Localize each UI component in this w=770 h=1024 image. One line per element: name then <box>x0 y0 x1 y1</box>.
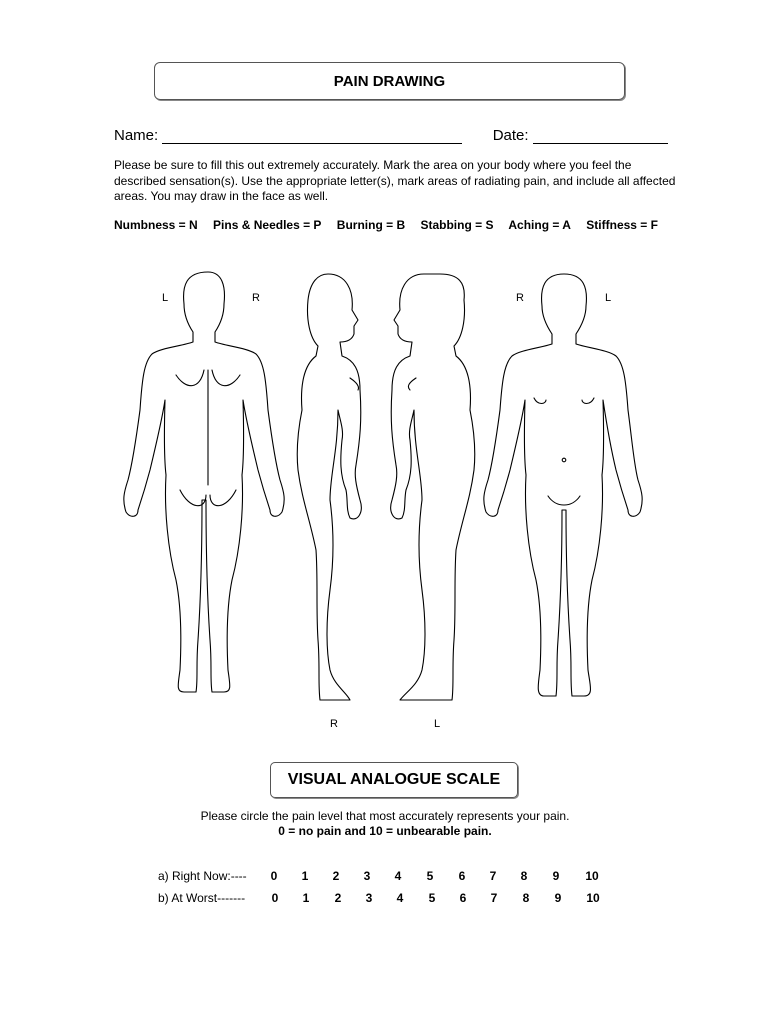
vas-value-1[interactable]: 1 <box>301 869 309 883</box>
vas-row-label: b) At Worst------- <box>158 891 246 905</box>
name-label: Name: <box>114 127 159 144</box>
vas-row-label: a) Right Now:---- <box>158 869 247 883</box>
sensation-legend <box>114 218 670 232</box>
vas-value-2[interactable]: 2 <box>332 869 340 883</box>
vas-value-8[interactable]: 8 <box>522 891 530 905</box>
vas-instruction-line-2: 0 = no pain and 10 = unbearable pain. <box>278 824 492 838</box>
vas-title: VISUAL ANALOGUE SCALE <box>270 762 518 798</box>
instructions-text: Please be sure to fill this out extremely accurately. Mark the area on your body where you feel the described sensation(s). Use the appropriate letter(s), mark areas of radiating pain, and include all affected areas. You may draw in the face as well. <box>114 158 676 203</box>
vas-value-6[interactable]: 6 <box>458 869 466 883</box>
side-view-left-label: L <box>434 718 441 730</box>
vas-value-1[interactable]: 1 <box>302 891 310 905</box>
legend-stabbing: Stabbing = S <box>420 218 494 232</box>
side-view-right-label: R <box>330 718 338 730</box>
date-field[interactable] <box>533 129 668 144</box>
vas-value-6[interactable]: 6 <box>459 891 467 905</box>
vas-value-9[interactable]: 9 <box>552 869 560 883</box>
vas-value-0[interactable]: 0 <box>271 891 279 905</box>
legend-pins-needles: Pins & Needles = P <box>213 218 322 232</box>
front-view-right-label: R <box>516 292 524 304</box>
back-view-left-label: L <box>162 292 169 304</box>
vas-value-5[interactable]: 5 <box>426 869 434 883</box>
body-side-view-right[interactable] <box>297 274 361 700</box>
vas-value-3[interactable]: 3 <box>365 891 373 905</box>
page-title: PAIN DRAWING <box>154 62 625 100</box>
vas-value-9[interactable]: 9 <box>554 891 562 905</box>
legend-burning: Burning = B <box>336 218 406 232</box>
vas-value-0[interactable]: 0 <box>270 869 278 883</box>
vas-value-10[interactable]: 10 <box>585 869 599 883</box>
vas-value-10[interactable]: 10 <box>586 891 600 905</box>
legend-aching: Aching = A <box>508 218 571 232</box>
legend-numbness: Numbness = N <box>114 218 198 232</box>
body-diagram-area[interactable] <box>0 260 770 740</box>
vas-value-8[interactable]: 8 <box>520 869 528 883</box>
back-view-right-label: R <box>252 292 260 304</box>
vas-value-7[interactable]: 7 <box>490 891 498 905</box>
date-label: Date: <box>492 127 529 144</box>
vas-instruction-line-1: Please circle the pain level that most accurately represents your pain. <box>200 809 570 823</box>
vas-value-3[interactable]: 3 <box>363 869 371 883</box>
vas-value-4[interactable]: 4 <box>394 869 402 883</box>
name-date-row <box>114 127 668 144</box>
body-back-view[interactable] <box>124 272 284 692</box>
vas-value-2[interactable]: 2 <box>334 891 342 905</box>
body-side-view-left[interactable] <box>391 274 475 700</box>
vas-value-5[interactable]: 5 <box>428 891 436 905</box>
vas-instructions <box>0 809 770 839</box>
vas-value-7[interactable]: 7 <box>489 869 497 883</box>
body-front-view[interactable] <box>484 274 642 696</box>
front-view-left-label: L <box>605 292 612 304</box>
name-field[interactable] <box>162 129 462 144</box>
vas-value-4[interactable]: 4 <box>396 891 404 905</box>
legend-stiffness: Stiffness = F <box>586 218 658 232</box>
